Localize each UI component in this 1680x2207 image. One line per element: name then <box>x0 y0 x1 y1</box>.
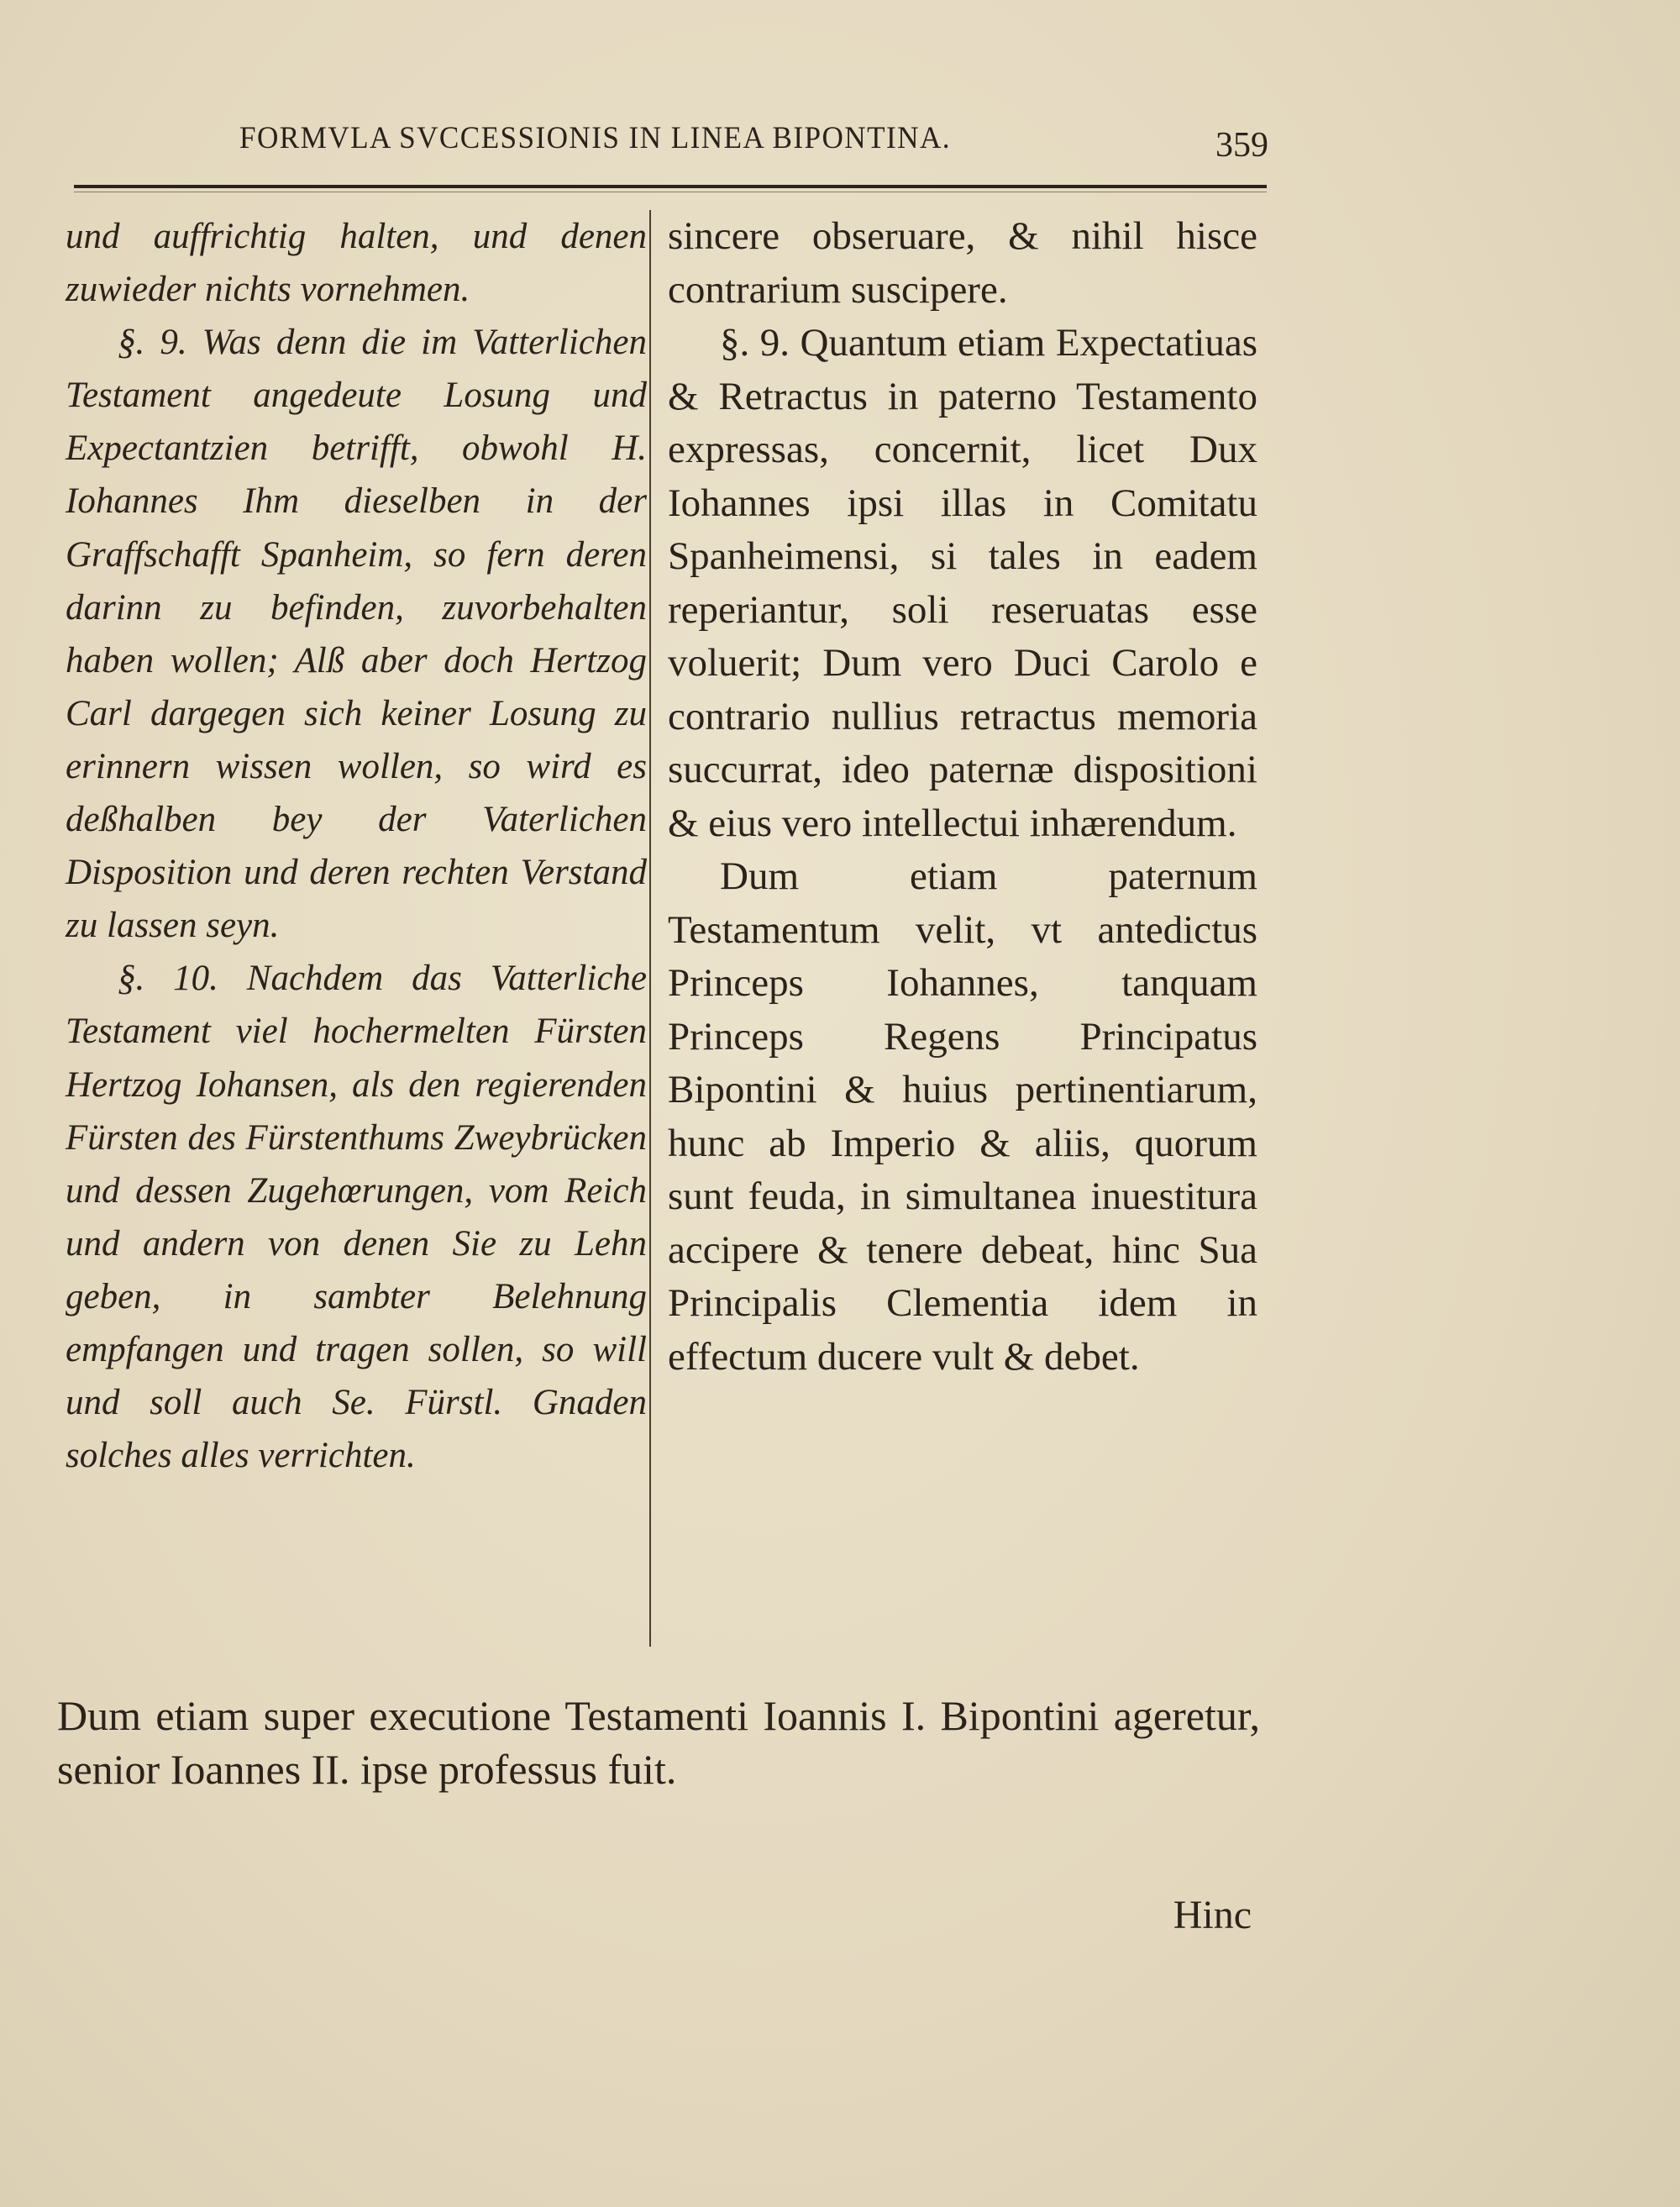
german-paragraph: §. 9. Was denn die im Vatterlichen Testament angedeute Losung und Expectantzien betrifft, obwohl H. Iohannes Ihm dieselben in der Graffschafft Spanheim, so fern deren darinn zu befinden, zuvorbehalten haben wollen; Alß aber doch Hertzog Carl dargegen sich keiner Losung zu erinnern wissen wollen, so wird es deßhalben bey der Vaterlichen Disposition und deren rechten Verstand zu lassen seyn. <box>66 323 647 946</box>
header-rule <box>74 185 1267 188</box>
latin-paragraph: sincere obseruare, & nihil hisce contrarium suscipere. <box>668 214 1257 312</box>
latin-column <box>668 210 1257 1384</box>
german-paragraph: §. 10. Nachdem das Vatterliche Testament viel hochermelten Fürsten Hertzog Iohansen, als den regierenden Fürsten des Fürstenthums Zweybrücken und dessen Zugehœrungen, vom Reich und andern von denen Sie zu Lehn geben, in sambter Belehnung empfangen und tragen sollen, so will und soll auch Se. Fürstl. Gnaden solches alles verrichten. <box>66 959 647 1476</box>
latin-paragraph: §. 9. Quantum etiam Expectatiuas & Retractus in paterno Testamento expressas, concernit, licet Dux Iohannes ipsi illas in Comitatu Spanheimensi, si tales in eadem reperiantur, soli reseruatas esse voluerit; Dum vero Duci Carolo e contrario nullius retractus memoria succurrat, ideo paternæ dispositioni & eius vero intellectui inhærendum. <box>668 321 1257 845</box>
closing-paragraph <box>57 1689 1260 1796</box>
page-number: 359 <box>1215 126 1268 165</box>
german-column <box>66 210 647 1482</box>
catchword: Hinc <box>1173 1893 1252 1937</box>
latin-paragraph: Dum etiam paternum Testamentum velit, vt antedictus Princeps Iohannes, tanquam Princeps Regens Principatus Bipontini & huius pertinentiarum, hunc ab Imperio & aliis, quorum sunt feuda, in simultanea inuestitura accipere & tenere debeat, hinc Sua Principalis Clementia idem in effectum ducere vult & debet. <box>668 854 1257 1379</box>
running-title: FORMVLA SVCCESSIONIS IN LINEA BIPONTINA. <box>239 121 951 155</box>
german-paragraph: und auffrichtig halten, und denen zuwieder nichts vornehmen. <box>66 217 647 310</box>
column-divider <box>649 210 651 1647</box>
closing-text: Dum etiam super executione Testamenti Ioannis I. Bipontini ageretur, senior Ioannes II. ipse professus fuit. <box>57 1692 1260 1793</box>
